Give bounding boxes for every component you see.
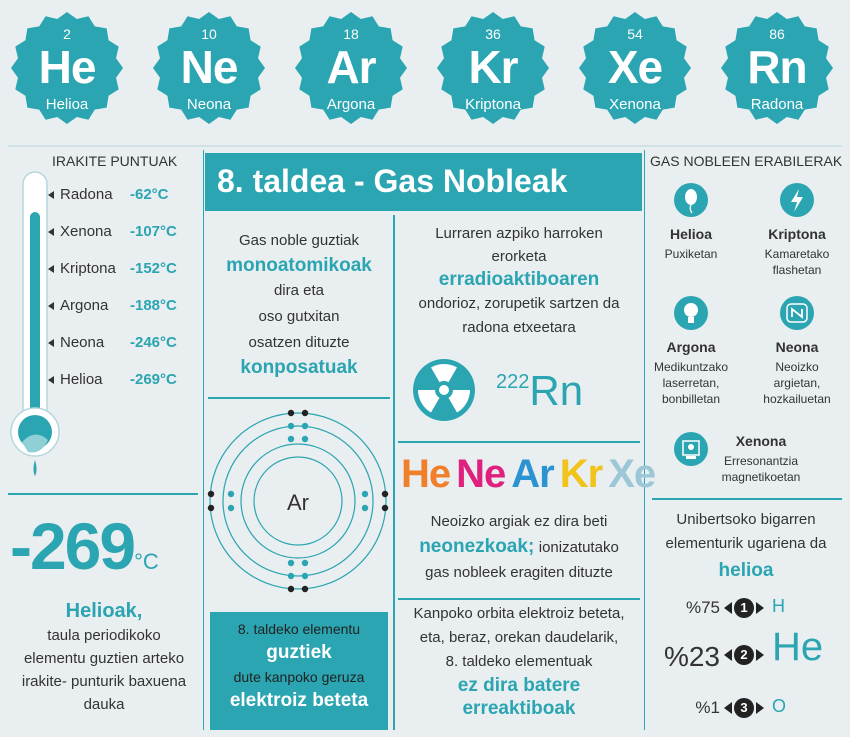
universe-text <box>650 508 842 586</box>
use-desc-line: argietan, <box>773 376 821 390</box>
neon-letters <box>398 452 656 497</box>
arrow-left-icon <box>724 602 732 614</box>
abundance-element: H <box>772 596 785 616</box>
neon-letter: Ar <box>511 452 554 496</box>
boiling-value: -62°C <box>130 186 169 203</box>
element-number: 36 <box>485 26 501 42</box>
balloon-icon <box>674 183 708 217</box>
radon-line: erorketa <box>491 248 547 265</box>
inert-line: eta, beraz, orekan daudelarik, <box>419 629 619 646</box>
neon-line <box>398 534 640 561</box>
radon-mass: 222 <box>496 371 530 393</box>
element-name: Kriptona <box>465 96 521 113</box>
neon-strong: neonezkoak; <box>419 536 535 557</box>
radiation-icon <box>412 358 476 422</box>
universe-line: elementurik ugariena da <box>665 535 827 552</box>
arrow-right-icon <box>756 702 764 714</box>
flash-icon <box>780 183 814 217</box>
use-name: Neona <box>775 339 819 355</box>
divider <box>644 150 645 730</box>
lowest-line: elementu guztien arteko <box>23 650 185 667</box>
arrow-right-icon <box>756 649 764 661</box>
page-title: 8. taldea - Gas Nobleak <box>217 163 568 199</box>
inert-strong: erreaktiboak <box>462 698 576 719</box>
mono-line: dira eta <box>273 282 325 299</box>
element-badge-kr <box>437 12 549 124</box>
use-name: Kriptona <box>768 226 826 242</box>
boiling-value: -107°C <box>130 223 177 240</box>
inert-line: Kanpoko orbita elektroiz beteta, <box>413 605 625 622</box>
use-name: Argona <box>666 339 716 355</box>
arrow-right-icon <box>756 602 764 614</box>
use-desc-line: Neoizko <box>775 360 819 374</box>
element-badge-he <box>11 12 123 124</box>
rank-number: 1 <box>734 598 754 618</box>
shell-line: 8. taldeko elementu <box>237 621 361 637</box>
use-name: Helioa <box>669 226 712 242</box>
element-symbol: Rn <box>747 41 807 93</box>
neon-letter: Kr <box>559 452 603 496</box>
divider <box>208 397 390 399</box>
mono-strong: konposatuak <box>240 357 358 378</box>
thermometer-icon <box>6 170 66 490</box>
element-badge-ar <box>295 12 407 124</box>
boiling-heading: IRAKITE PUNTUAK <box>52 153 178 169</box>
mono-line: osatzen dituzte <box>248 334 350 351</box>
mono-text <box>206 228 392 380</box>
element-symbol: Xe <box>607 41 663 93</box>
neon-letter: He <box>401 452 451 496</box>
divider <box>393 215 395 730</box>
element-number: 18 <box>343 26 359 42</box>
atom-label: Ar <box>287 490 309 515</box>
inert-line: 8. taldeko elementuak <box>445 653 593 670</box>
shell-line: dute kanpoko geruza <box>233 669 365 685</box>
element-name: Neona <box>186 96 232 113</box>
element-number: 10 <box>201 26 217 42</box>
element-name: Argona <box>326 96 376 113</box>
element-badge-ne <box>153 12 265 124</box>
lowest-temp-value: -269 <box>10 509 135 583</box>
arrow-left-icon <box>724 702 732 714</box>
bulb-icon <box>674 296 708 330</box>
element-name: Helioa <box>45 96 89 113</box>
radon-line: radona etxeetara <box>462 319 576 336</box>
neon-sign-icon <box>780 296 814 330</box>
abundance-element: O <box>772 696 787 716</box>
divider <box>652 498 842 500</box>
abundance-percent: %1 <box>695 698 720 717</box>
mono-line: oso gutxitan <box>258 308 340 325</box>
element-symbol: He <box>38 41 96 93</box>
use-desc-line: Kamaretako <box>764 247 830 261</box>
divider <box>8 493 198 495</box>
lowest-text <box>8 598 200 716</box>
rank-number: 3 <box>734 698 754 718</box>
use-name: Xenona <box>735 433 787 449</box>
use-desc <box>757 359 837 407</box>
title-banner <box>205 153 642 211</box>
shell-strong: guztiek <box>266 642 332 663</box>
element-symbol: Ne <box>180 41 238 93</box>
element-symbol: Ar <box>326 41 376 93</box>
use-desc-line: flashetan <box>772 263 822 277</box>
element-badge-rn <box>721 12 833 124</box>
shell-box <box>210 612 388 730</box>
element-name: Radona <box>750 96 804 113</box>
radon-strong: erradioaktiboaren <box>438 269 600 290</box>
lowest-temp <box>10 508 200 584</box>
element-symbol: Kr <box>468 41 518 93</box>
abundance-percent: %75 <box>685 598 720 617</box>
element-name: Xenona <box>609 96 661 113</box>
boiling-element-name: Neona <box>60 334 105 351</box>
radon-line: ondorioz, zorupetik sartzen da <box>418 295 620 312</box>
divider <box>398 598 640 600</box>
lowest-strong: Helioak, <box>65 600 143 622</box>
lowest-temp-unit: °C <box>134 549 159 574</box>
lowest-line: irakite- punturik baxuena <box>21 673 187 690</box>
use-desc <box>706 453 816 485</box>
rank-number: 2 <box>734 645 754 665</box>
divider <box>8 145 842 147</box>
neon-line: ionizatutako <box>538 539 619 556</box>
abundance-element: He <box>772 625 824 669</box>
boiling-value: -188°C <box>130 297 177 314</box>
abundance-percent: %23 <box>663 641 720 672</box>
mono-line: Gas noble guztiak <box>238 232 360 249</box>
use-desc-line: laserretan, <box>662 376 720 390</box>
use-desc-line: hozkailuetan <box>763 392 831 406</box>
lowest-line: taula periodikoko <box>47 627 161 644</box>
boiling-value: -152°C <box>130 260 177 277</box>
inert-text <box>398 602 640 720</box>
neon-letter: Ne <box>456 452 506 496</box>
divider <box>398 441 640 443</box>
divider <box>203 150 204 730</box>
use-desc-line: Puxiketan <box>664 247 718 261</box>
boiling-element-name: Xenona <box>60 223 112 240</box>
neon-letter: Xe <box>608 452 656 496</box>
use-desc <box>651 246 731 262</box>
neon-line: gas nobleek eragiten dituzte <box>425 564 613 581</box>
boiling-value: -269°C <box>130 371 177 388</box>
element-number: 2 <box>63 26 71 42</box>
universe-strong: helioa <box>718 560 774 581</box>
neon-text <box>398 510 640 585</box>
neon-line: Neoizko argiak ez dira beti <box>430 513 608 530</box>
boiling-element-name: Argona <box>60 297 109 314</box>
inert-strong: ez dira batere <box>457 675 581 696</box>
radon-text <box>398 222 640 340</box>
element-number: 54 <box>627 26 643 42</box>
radon-line: Lurraren azpiko harroken <box>435 225 603 242</box>
use-desc <box>757 246 837 278</box>
scanner-icon <box>674 432 708 466</box>
boiling-element-name: Kriptona <box>60 260 116 277</box>
use-desc-line: Erresonantzia <box>723 454 799 468</box>
mono-strong: monoatomikoak <box>226 255 372 276</box>
boiling-element-name: Radona <box>60 186 113 203</box>
lowest-line: dauka <box>83 696 125 713</box>
arrow-left-icon <box>724 649 732 661</box>
use-desc-line: magnetikoetan <box>721 470 801 484</box>
radon-isotope <box>496 367 583 415</box>
use-desc-line: bonbilletan <box>661 392 721 406</box>
boiling-element-name: Helioa <box>60 371 103 388</box>
universe-line: Unibertsoko bigarren <box>676 511 816 528</box>
use-desc-line: Medikuntzako <box>653 360 729 374</box>
element-badge-xe <box>579 12 691 124</box>
boiling-value: -246°C <box>130 334 177 351</box>
use-desc <box>651 359 731 407</box>
shell-strong: elektroiz beteta <box>229 690 369 711</box>
radon-symbol: Rn <box>529 367 584 414</box>
element-number: 86 <box>769 26 785 42</box>
uses-heading: GAS NOBLEEN ERABILERAK <box>650 153 843 169</box>
